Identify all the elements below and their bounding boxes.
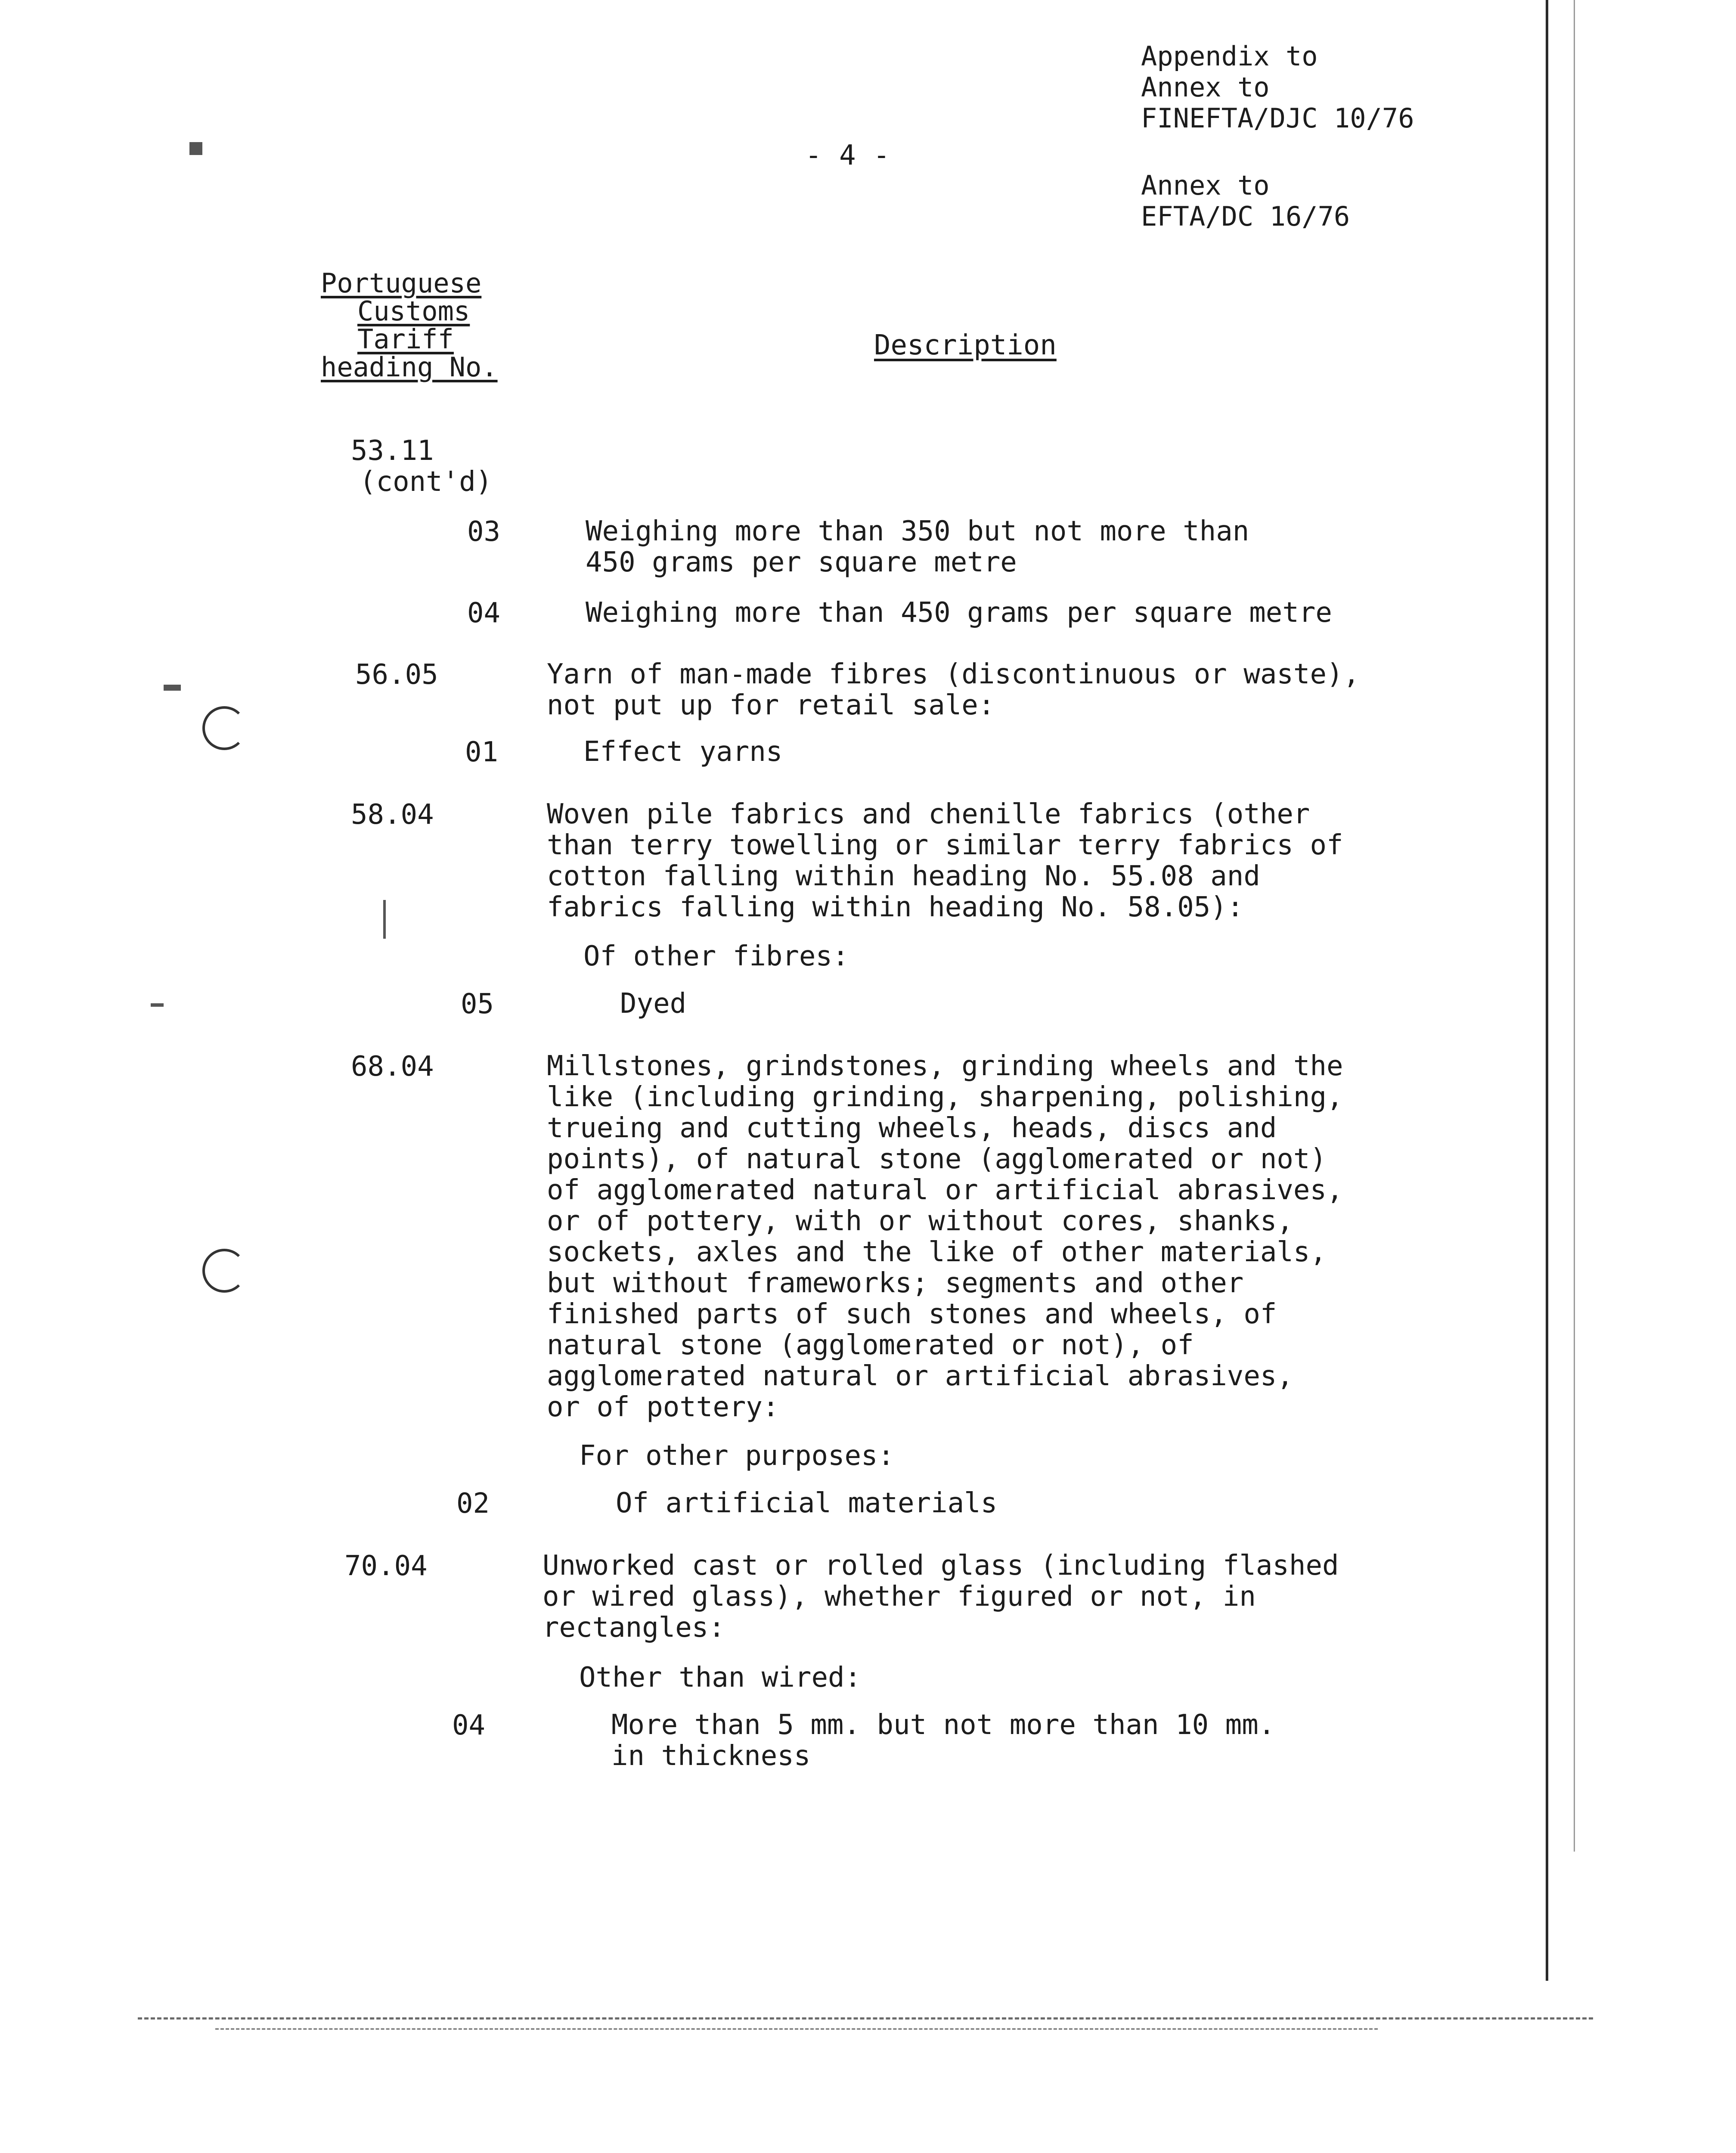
description-line: finished parts of such stones and wheels, of: [547, 1298, 1277, 1330]
ref-annex: Annex to: [1141, 71, 1270, 103]
description-line: Effect yarns: [583, 736, 783, 768]
description-line: or of pottery, with or without cores, shanks,: [547, 1205, 1293, 1237]
item-description: [616, 1488, 997, 1519]
description-line: or wired glass), whether figured or not, in: [542, 1581, 1256, 1613]
subheading-code: 01: [465, 736, 499, 768]
description-line: agglomerated natural or artificial abrasives,: [547, 1360, 1293, 1392]
description-line: Dyed: [620, 988, 687, 1020]
heading-description: [547, 659, 1360, 721]
description-line: natural stone (agglomerated or not), of: [547, 1329, 1194, 1361]
description-line: in thickness: [611, 1740, 811, 1772]
item-description: [620, 988, 686, 1019]
heading-description: [542, 1550, 1339, 1643]
description-line: fabrics falling within heading No. 58.05):: [547, 891, 1244, 923]
description-line: 450 grams per square metre: [586, 546, 1017, 578]
subheading-code: 02: [456, 1488, 490, 1520]
ref-efta: EFTA/DC 16/76: [1141, 201, 1350, 232]
description-line: than terry towelling or similar terry fabrics of: [547, 829, 1343, 861]
description-line: Woven pile fabrics and chenille fabrics (other: [547, 798, 1310, 830]
item-description: [611, 1709, 1275, 1771]
description-line: For other purposes:: [579, 1440, 895, 1472]
column-heading-line: heading No.: [321, 351, 498, 383]
page-number: - 4 -: [805, 140, 890, 171]
scan-mark: [151, 1003, 164, 1007]
description-line: Millstones, grindstones, grinding wheels and the: [547, 1050, 1343, 1082]
punch-hole-bottom: [202, 1249, 246, 1293]
tariff-heading: 68.04: [351, 1051, 434, 1083]
scan-edge-right: [1546, 0, 1548, 1981]
scan-mark: [383, 900, 386, 939]
subheading-title: [579, 1662, 861, 1693]
column-heading-description: Description: [874, 329, 1057, 361]
scan-dashed-line: [138, 2017, 1593, 2020]
description-line: but without frameworks; segments and other: [547, 1267, 1244, 1299]
column-heading-tariff: [321, 269, 498, 381]
item-description: [583, 736, 782, 767]
subheading-code: 04: [467, 597, 501, 629]
description-line: Weighing more than 450 grams per square metre: [586, 597, 1332, 629]
column-heading-line: Customs: [357, 295, 470, 327]
subheading-code: 03: [467, 516, 501, 548]
description-line: sockets, axles and the like of other materials,: [547, 1236, 1327, 1268]
ref-finefta: FINEFTA/DJC 10/76: [1141, 102, 1414, 134]
column-heading-line: Portuguese: [321, 267, 482, 299]
description-line: Unworked cast or rolled glass (including flashed: [542, 1550, 1339, 1582]
description-line: not put up for retail sale:: [547, 689, 995, 721]
description-line: points), of natural stone (agglomerated or not): [547, 1143, 1327, 1175]
subheading-code: 05: [461, 988, 494, 1020]
ref-appendix: Appendix to: [1141, 40, 1318, 72]
subheading-code: 04: [452, 1709, 486, 1741]
subheading-title: [579, 1440, 894, 1471]
scan-edge-right-faint: [1574, 0, 1575, 1852]
heading-description: [547, 799, 1343, 923]
tariff-heading-note: (cont'd): [360, 466, 493, 498]
column-heading-line: Tariff: [357, 323, 454, 355]
description-line: cotton falling within heading No. 55.08 and: [547, 860, 1260, 892]
tariff-heading: 70.04: [344, 1550, 428, 1582]
description-line: rectangles:: [542, 1612, 725, 1644]
punch-hole-top: [202, 706, 246, 750]
heading-description: [547, 1051, 1343, 1423]
description-line: Other than wired:: [579, 1662, 862, 1694]
tariff-heading: 53.11: [351, 435, 434, 467]
description-line: Weighing more than 350 but not more than: [586, 515, 1249, 547]
description-line: or of pottery:: [547, 1391, 779, 1423]
description-line: like (including grinding, sharpening, polishing,: [547, 1081, 1343, 1113]
description-line: of agglomerated natural or artificial abrasives,: [547, 1174, 1343, 1206]
description-line: trueing and cutting wheels, heads, discs and: [547, 1112, 1277, 1144]
description-line: Of artificial materials: [616, 1487, 998, 1519]
scan-mark: [164, 685, 181, 691]
subheading-title: [583, 941, 849, 972]
tariff-heading: 58.04: [351, 799, 434, 831]
description-line: Of other fibres:: [583, 940, 849, 972]
description-line: Yarn of man-made fibres (discontinuous or waste),: [547, 658, 1360, 690]
ref-annex-2: Annex to: [1141, 170, 1270, 201]
scan-mark: [189, 142, 202, 155]
tariff-heading: 56.05: [355, 659, 438, 691]
scan-dashed-line: [215, 2028, 1378, 2030]
item-description: [586, 516, 1249, 578]
description-line: More than 5 mm. but not more than 10 mm.: [611, 1709, 1275, 1741]
item-description: [586, 597, 1332, 628]
